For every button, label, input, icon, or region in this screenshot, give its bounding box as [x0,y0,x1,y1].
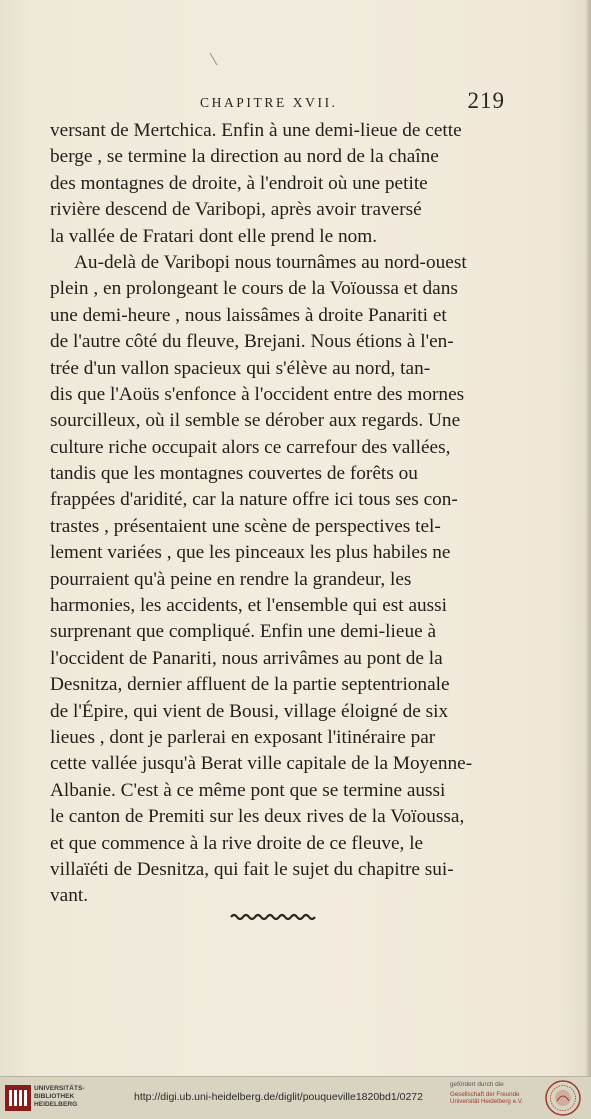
text-line: harmonies, les accidents, et l'ensemble qui est aussi [50,595,448,617]
text-line: et que commence à la rive droite de ce fleuve, le [50,832,424,854]
text-line: sourcilleux, où il semble se dérober aux regards. Une [50,410,461,432]
sponsor-org-line: Universität Heidelberg e.V. [450,1098,524,1106]
library-name: UNIVERSITÄTS- BIBLIOTHEK HEIDELBERG [34,1085,85,1109]
text-line: frappées d'aridité, car la nature offre ici tous ses con- [50,489,458,511]
text-line: de l'Épire, qui vient de Bousi, village éloigné de six [50,700,449,722]
ub-logo-icon [5,1085,31,1111]
text-line: Albanie. C'est à ce même pont que se termine aussi [50,779,446,801]
text-line: Au-delà de Varibopi nous tournâmes au nord-ouest [74,251,467,273]
page-number: 219 [467,88,505,113]
body-text [50,118,505,910]
page-edge-shadow [585,0,591,1076]
text-line: surprenant que compliqué. Enfin une demi-lieue à [50,621,437,643]
text-line: culture riche occupait alors ce carrefour des vallées, [50,436,451,458]
running-head [50,88,505,116]
sponsor-label: gefördert durch die [450,1081,504,1088]
text-line: de l'autre côté du fleuve, Brejani. Nous étions à l'en- [50,331,454,353]
text-line: villaïéti de Desnitza, qui fait le sujet du chapitre sui- [50,858,454,880]
permalink-url[interactable]: http://digi.ub.uni-heidelberg.de/diglit/pouqueville1820bd1/0272 [134,1091,423,1103]
text-line: la vallée de Fratari dont elle prend le nom. [50,225,378,247]
text-line: cette vallée jusqu'à Berat ville capitale de la Moyenne- [50,753,473,775]
text-line: lieues , dont je parlerai en exposant l'itinéraire par [50,726,436,748]
text-line: vant. [50,885,89,907]
chapter-title: CHAPITRE XVII. [200,95,338,110]
tail-ornament-icon [229,912,317,922]
text-line: Desnitza, dernier affluent de la partie septentrionale [50,674,450,696]
text-line: berge , se termine la direction au nord de la chaîne [50,146,439,168]
sponsor-block [450,1081,540,1106]
text-line: plein , en prolongeant le cours de la Voïoussa et dans [50,278,458,300]
text-line: dis que l'Aoüs s'enfonce à l'occident entre des mornes [50,383,465,405]
text-line: rivière descend de Varibopi, après avoir traversé [50,199,422,221]
text-line: tandis que les montagnes couvertes de forêts ou [50,463,418,485]
text-line: l'occident de Panariti, nous arrivâmes au pont de la [50,647,443,669]
sponsor-org-line: Gesellschaft der Freunde [450,1091,520,1098]
pencil-mark [210,53,218,66]
text-line: pourraient qu'à peine en rendre la grandeur, les [50,568,412,590]
text-line: des montagnes de droite, à l'endroit où une petite [50,172,428,194]
text-line: lement variées , que les pinceaux les plus habiles ne [50,542,451,564]
text-line: trastes , présentaient une scène de perspectives tel- [50,515,441,537]
text-line: une demi-heure , nous laissâmes à droite Panariti et [50,304,447,326]
text-line: trée d'un vallon spacieux qui s'élève au nord, tan- [50,357,431,379]
text-line: le canton de Premiti sur les deux rives de la Voïoussa, [50,806,465,828]
footer-bar [0,1076,591,1119]
seal-icon [544,1079,582,1117]
text-line: versant de Mertchica. Enfin à une demi-lieue de cette [50,120,462,141]
